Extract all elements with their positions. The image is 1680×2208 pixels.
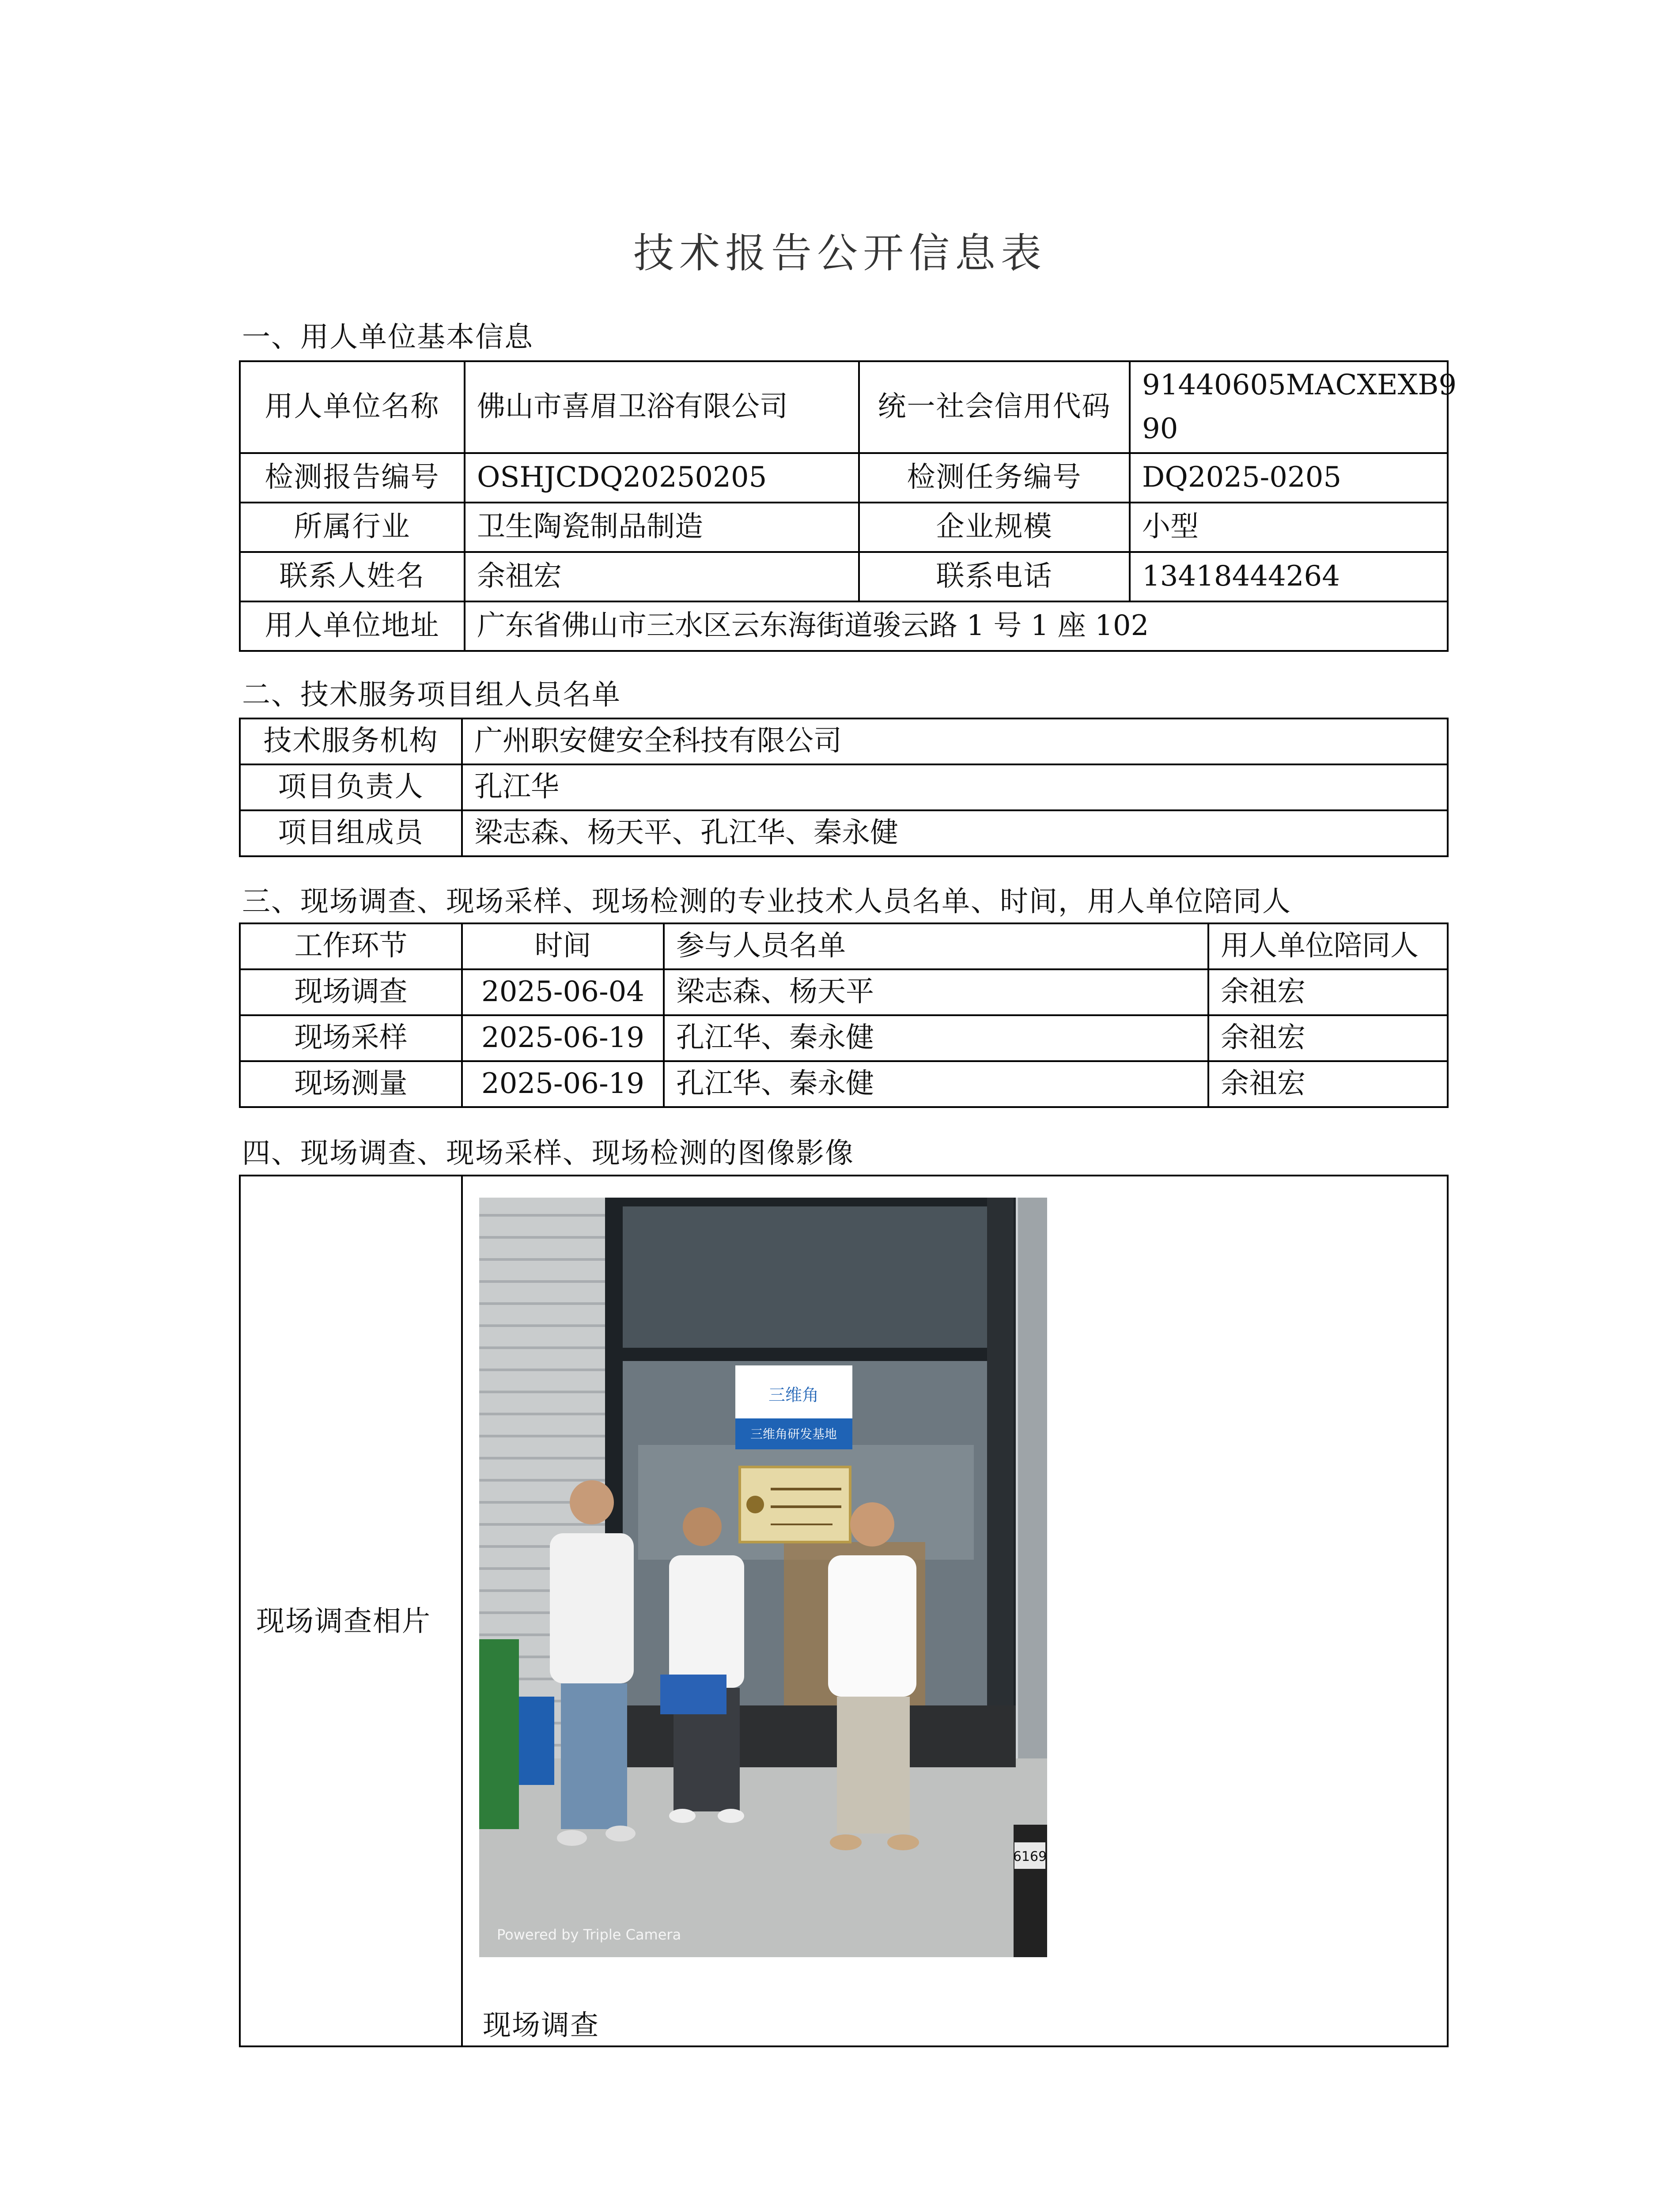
industry-value: 卫生陶瓷制品制造: [465, 503, 859, 552]
table-row: [240, 552, 1448, 601]
table-row: [240, 1015, 1448, 1061]
service-org-label: 技术服务机构: [240, 718, 462, 764]
table-row: [240, 361, 1448, 453]
plate-text: 6169: [1013, 1849, 1047, 1864]
participants-cell: 梁志森、杨天平: [664, 969, 1208, 1015]
sign-logo-text: 三维角: [768, 1385, 819, 1405]
escort-cell: 余祖宏: [1208, 1061, 1448, 1107]
basic-info-table: [239, 360, 1457, 652]
sign-sub-text: 三维角研发基地: [750, 1427, 837, 1441]
stage-cell: 现场测量: [240, 1061, 462, 1107]
section2-heading: 二、技术服务项目组人员名单: [242, 679, 621, 711]
employer-name-label: 用人单位名称: [240, 361, 465, 453]
document-title: 技术报告公开信息表: [633, 230, 1047, 277]
time-cell: 2025-06-19: [462, 1061, 664, 1107]
contact-name-label: 联系人姓名: [240, 552, 465, 601]
contact-phone-value: 13418444264: [1130, 552, 1448, 601]
credit-code-value: [1130, 361, 1457, 453]
time-cell: 2025-06-04: [462, 969, 664, 1015]
table-row: [240, 764, 1448, 810]
participants-cell: 孔江华、秦永健: [664, 1061, 1208, 1107]
section4-heading: 四、现场调查、现场采样、现场检测的图像影像: [242, 1137, 854, 1170]
table-header-row: [240, 923, 1448, 969]
report-number-value: OSHJCDQ20250205: [465, 453, 859, 503]
col-header-escort: 用人单位陪同人: [1208, 923, 1448, 969]
report-number-label: 检测报告编号: [240, 453, 465, 503]
table-row: [240, 1061, 1448, 1107]
site-survey-photo: [479, 1198, 1047, 1957]
address-label: 用人单位地址: [240, 601, 465, 651]
team-members-value: 梁志森、杨天平、孔江华、秦永健: [462, 810, 1448, 856]
stage-cell: 现场调查: [240, 969, 462, 1015]
table-row: [240, 453, 1448, 503]
table-row: [240, 601, 1448, 651]
credit-code-line2: 90: [1142, 412, 1178, 445]
team-members-label: 项目组成员: [240, 810, 462, 856]
table-row: [240, 503, 1448, 552]
credit-code-label: 统一社会信用代码: [859, 361, 1130, 453]
credit-code-line1: 91440605MACXEXB9: [1142, 368, 1457, 401]
escort-cell: 余祖宏: [1208, 1015, 1448, 1061]
company-size-label: 企业规模: [859, 503, 1130, 552]
time-cell: 2025-06-19: [462, 1015, 664, 1061]
industry-label: 所属行业: [240, 503, 465, 552]
task-number-label: 检测任务编号: [859, 453, 1130, 503]
camera-watermark: Powered by Triple Camera: [497, 1926, 681, 1943]
address-value: 广东省佛山市三水区云东海街道骏云路 1 号 1 座 102: [465, 601, 1448, 651]
company-size-value: 小型: [1130, 503, 1448, 552]
photo-caption: 现场调查: [483, 2009, 599, 2042]
service-org-value: 广州职安健安全科技有限公司: [462, 718, 1448, 764]
photo-label: 现场调查相片: [256, 1605, 431, 1638]
project-lead-value: 孔江华: [462, 764, 1448, 810]
table-row: [240, 810, 1448, 856]
escort-cell: 余祖宏: [1208, 969, 1448, 1015]
col-header-stage: 工作环节: [240, 923, 462, 969]
participants-cell: 孔江华、秦永健: [664, 1015, 1208, 1061]
project-team-table: [239, 718, 1449, 857]
table-row: [240, 718, 1448, 764]
project-lead-label: 项目负责人: [240, 764, 462, 810]
contact-phone-label: 联系电话: [859, 552, 1130, 601]
section1-heading: 一、用人单位基本信息: [242, 321, 534, 354]
col-header-participants: 参与人员名单: [664, 923, 1208, 969]
table-row: [240, 969, 1448, 1015]
contact-name-value: 余祖宏: [465, 552, 859, 601]
col-header-time: 时间: [462, 923, 664, 969]
stage-cell: 现场采样: [240, 1015, 462, 1061]
task-number-value: DQ2025-0205: [1130, 453, 1448, 503]
section3-heading: 三、现场调查、现场采样、现场检测的专业技术人员名单、时间，用人单位陪同人: [242, 885, 1291, 918]
employer-name-value: 佛山市喜眉卫浴有限公司: [465, 361, 859, 453]
field-work-table: [239, 923, 1449, 1108]
